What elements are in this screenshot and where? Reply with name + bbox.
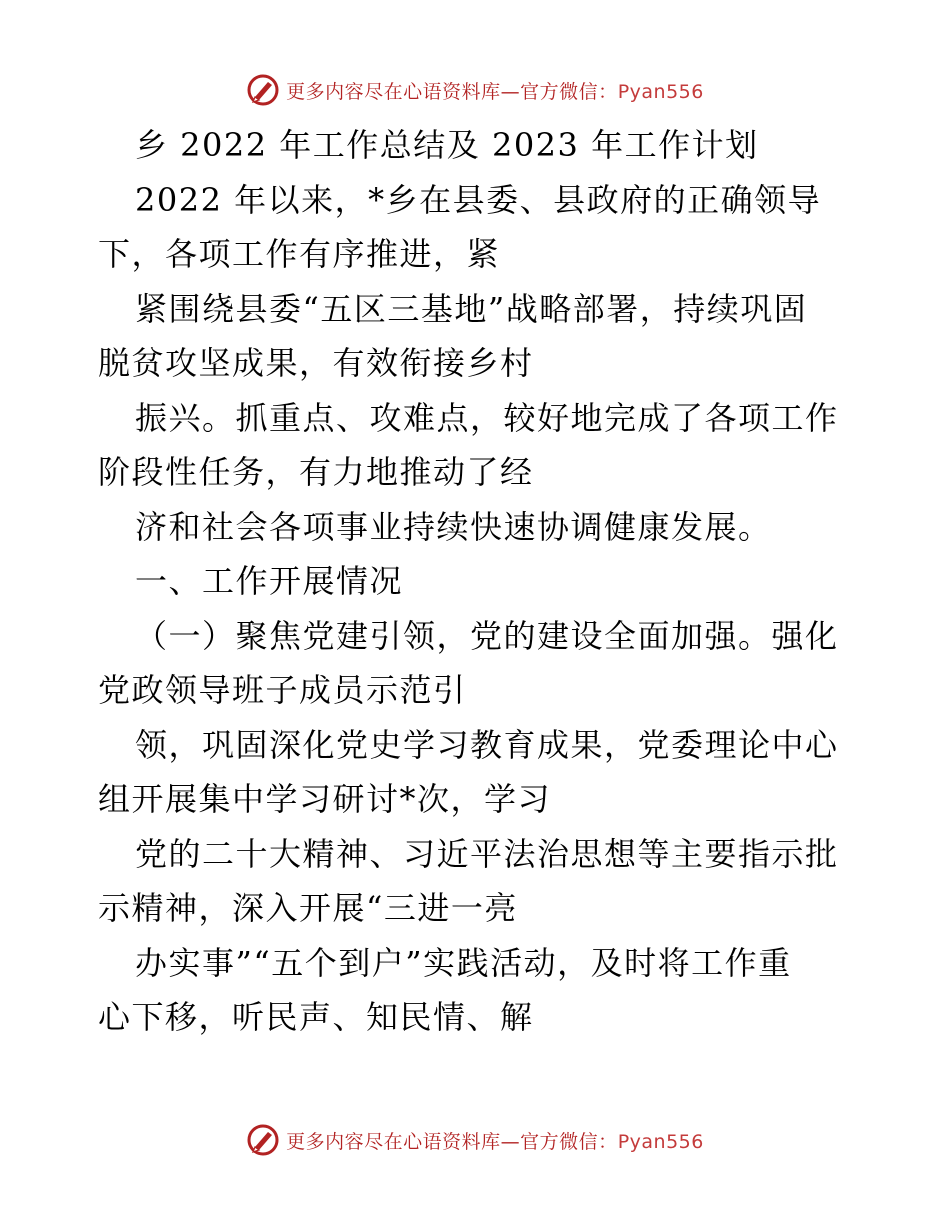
- paragraph-line: 阶段性任务，有力地推动了经: [98, 453, 534, 491]
- paragraph-line: 振兴。抓重点、攻难点，较好地完成了各项工作: [135, 398, 839, 437]
- watermark-separator: —: [500, 80, 521, 103]
- paragraph-line: 济和社会各项事业持续快速协调健康发展。: [135, 507, 772, 546]
- paragraph-line: 下，各项工作有序推进，紧: [98, 235, 501, 273]
- paragraph-line: 脱贫攻坚成果，有效衔接乡村: [98, 344, 534, 382]
- watermark-wechat-label: 官方微信：: [520, 80, 618, 103]
- paragraph-line: 组开展集中学习研讨*次，学习: [98, 780, 552, 818]
- paragraph-line: 办实事”“五个到户”实践活动，及时将工作重: [135, 943, 792, 982]
- paragraph-line: 紧围绕县委“五区三基地”战略部署，持续巩固: [135, 289, 808, 328]
- document-body: [98, 118, 858, 1045]
- paragraph-line: 党的二十大精神、习近平法治思想等主要指示批: [135, 834, 839, 873]
- watermark-separator: —: [500, 1130, 521, 1153]
- watermark-text: [286, 1127, 704, 1154]
- watermark-site-text: 更多内容尽在心语资料库: [286, 1130, 501, 1153]
- pen-seal-logo-icon: [246, 73, 280, 107]
- paragraph-line: 领，巩固深化党史学习教育成果，党委理论中心: [135, 725, 839, 764]
- watermark-banner-bottom: [0, 1120, 950, 1160]
- watermark-wechat-id: Pyan556: [617, 80, 704, 103]
- watermark-wechat-id: Pyan556: [617, 1130, 704, 1153]
- document-title: 乡 2022 年工作总结及 2023 年工作计划: [135, 126, 759, 164]
- watermark-wechat-label: 官方微信：: [520, 1130, 618, 1153]
- paragraph-line: （一）聚焦党建引领，党的建设全面加强。强化: [135, 616, 839, 655]
- paragraph-line: 党政领导班子成员示范引: [98, 671, 467, 709]
- paragraph-line: 示精神，深入开展“三进一亮: [98, 889, 518, 927]
- watermark-banner-top: [0, 70, 950, 110]
- paragraph-line: 2022 年以来，*乡在县委、县政府的正确领导: [135, 180, 822, 219]
- watermark-text: [286, 77, 704, 104]
- watermark-site-text: 更多内容尽在心语资料库: [286, 80, 501, 103]
- section-heading: 一、工作开展情况: [135, 562, 404, 600]
- pen-seal-logo-icon: [246, 1123, 280, 1157]
- paragraph-line: 心下移，听民声、知民情、解: [98, 998, 534, 1036]
